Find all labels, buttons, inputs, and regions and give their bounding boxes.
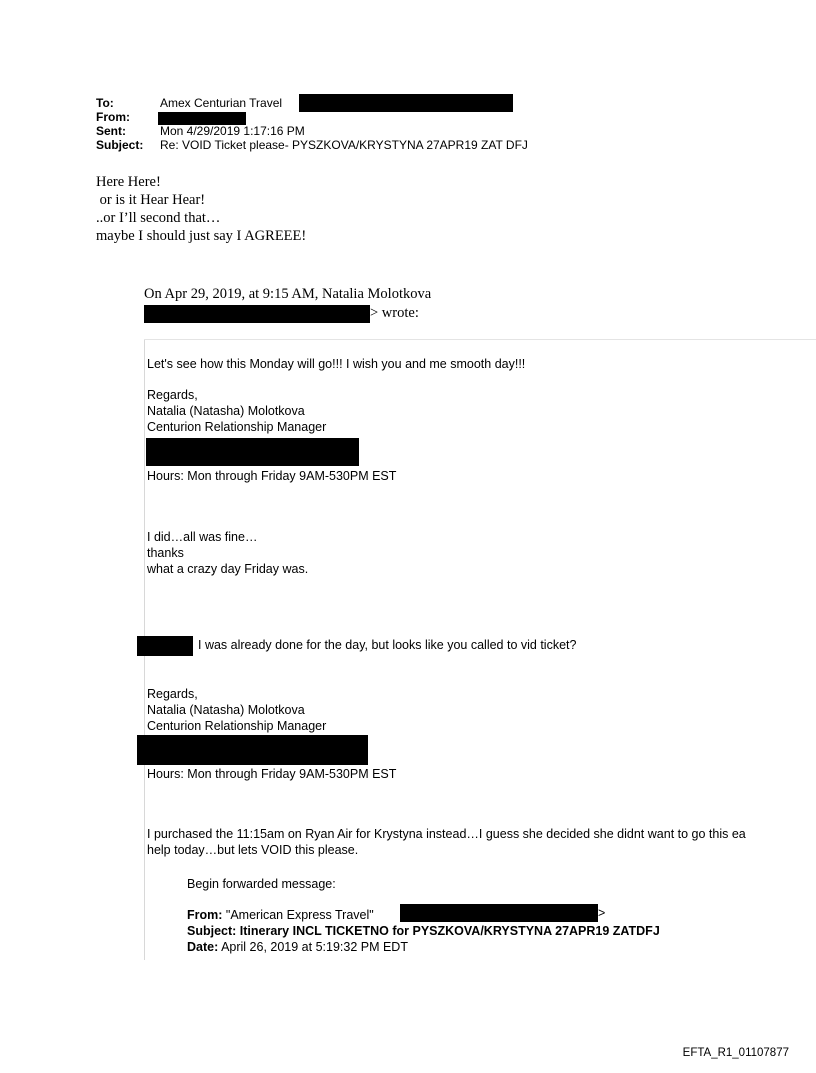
redaction-recipient-name — [137, 636, 193, 656]
sent-label: Sent: — [96, 124, 126, 138]
sig1-title: Centurion Relationship Manager — [147, 420, 327, 434]
forward-from-value: "American Express Travel" — [225, 908, 374, 922]
forward-subject-value: Itinerary INCL TICKETNO for PYSZKOVA/KRYSTYNA 27APR19 ZATDFJ — [239, 924, 660, 938]
subject-label: Subject: — [96, 138, 144, 152]
message-2-line-3: what a crazy day Friday was. — [147, 562, 309, 576]
reply-line-4: maybe I should just say I AGREEE! — [96, 228, 307, 244]
redaction-to-address — [299, 94, 513, 112]
forward-date-row — [187, 940, 408, 954]
message-1: Let's see how this Monday will go!!! I wish you and me smooth day!!! — [147, 357, 526, 371]
forward-from-bracket: > — [598, 906, 606, 920]
forward-subject-label: Subject: — [187, 924, 237, 938]
message-4-line-1: I purchased the 11:15am on Ryan Air for Krystyna instead…I guess she decided she didnt want to go this ea — [147, 827, 746, 841]
forward-from-label: From: — [187, 908, 223, 922]
from-label: From: — [96, 110, 130, 124]
quote-top-rule — [144, 339, 816, 340]
sig2-hours: Hours: Mon through Friday 9AM-530PM EST — [147, 767, 397, 781]
message-2-line-1: I did…all was fine… — [147, 530, 258, 544]
sent-value: Mon 4/29/2019 1:17:16 PM — [160, 124, 305, 138]
message-3: I was already done for the day, but looks like you called to vid ticket? — [198, 638, 577, 652]
redaction-forward-from-email — [400, 904, 598, 922]
forward-from-row — [187, 908, 374, 922]
sig2-regards: Regards, — [147, 687, 198, 701]
sig2-name: Natalia (Natasha) Molotkova — [147, 703, 305, 717]
reply-line-3: ..or I’ll second that… — [96, 210, 221, 226]
document-id: EFTA_R1_01107877 — [682, 1047, 789, 1059]
redaction-sig2-contact — [137, 735, 368, 765]
sig1-regards: Regards, — [147, 388, 198, 402]
sig2-title: Centurion Relationship Manager — [147, 719, 327, 733]
reply-line-1: Here Here! — [96, 174, 161, 190]
forward-subject-row — [187, 924, 660, 938]
redaction-sender-email — [144, 305, 370, 323]
message-4-line-2: help today…but lets VOID this please. — [147, 843, 359, 857]
message-4 — [147, 827, 816, 861]
quote-wrote: > wrote: — [370, 305, 419, 321]
to-value: Amex Centurian Travel — [160, 96, 283, 110]
forward-date-value: April 26, 2019 at 5:19:32 PM EDT — [221, 940, 408, 954]
to-label: To: — [96, 96, 114, 110]
sig1-hours: Hours: Mon through Friday 9AM-530PM EST — [147, 469, 397, 483]
reply-line-2: or is it Hear Hear! — [96, 192, 206, 208]
forward-date-label: Date: — [187, 940, 219, 954]
subject-value: Re: VOID Ticket please- PYSZKOVA/KRYSTYNA 27APR19 ZAT DFJ — [160, 138, 528, 152]
message-2-line-2: thanks — [147, 546, 184, 560]
forward-intro: Begin forwarded message: — [187, 877, 336, 891]
quote-intro: On Apr 29, 2019, at 9:15 AM, Natalia Molotkova — [144, 286, 432, 302]
sig1-name: Natalia (Natasha) Molotkova — [147, 404, 305, 418]
redaction-sig1-contact — [146, 438, 359, 466]
